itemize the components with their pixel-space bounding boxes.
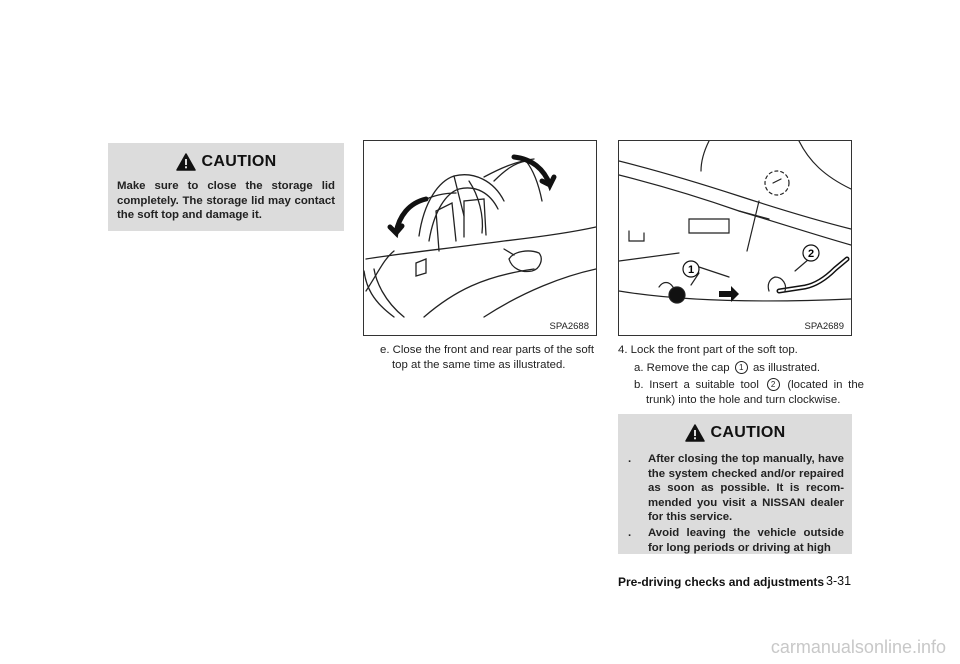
caution-item-text: Avoid leaving the vehicle outside for long periods or driving at high	[648, 526, 844, 554]
caution-heading	[618, 424, 852, 442]
callout-ref-2: 2	[767, 378, 780, 391]
figure-soft-top-closing	[363, 140, 597, 336]
watermark-logo: carmanualsonline.info	[770, 637, 946, 657]
caution-title: CAUTION	[201, 153, 277, 170]
caution-box-storage-lid	[108, 143, 344, 231]
callout-2	[803, 245, 819, 261]
callout-1-label: 1	[687, 264, 695, 276]
bullet-dot: .	[628, 453, 632, 465]
caution-list	[628, 452, 844, 555]
bullet-dot: .	[628, 526, 632, 539]
step-4a-after: as illustrated.	[752, 362, 821, 374]
callout-2-label: 2	[807, 248, 815, 260]
list-item	[628, 526, 844, 555]
figure-lock-tool	[618, 140, 852, 336]
warning-icon	[176, 153, 196, 171]
lock-tool-illustration	[619, 141, 851, 319]
soft-top-closing-illustration	[364, 141, 596, 319]
caution-text: Make sure to close the storage lid completely. The storage lid may contact the soft top and damage it.	[117, 180, 335, 222]
step-4b-before: b. Insert a suitable tool	[634, 379, 759, 391]
caution-box-manual-close	[618, 414, 852, 554]
section-title: Pre-driving checks and adjustments	[618, 575, 825, 589]
step-4a	[634, 361, 864, 376]
direction-arrow	[719, 286, 739, 302]
step-e-text: e. Close the front and rear parts of the soft top at the same time as illustrated.	[380, 344, 595, 371]
callout-ref-1: 1	[735, 361, 748, 374]
caution-title: CAUTION	[710, 424, 786, 441]
step-4b-after: (located in the trunk) into the hole and turn clockwise.	[646, 379, 865, 406]
warning-icon	[685, 424, 705, 442]
page-number: 3-31	[826, 574, 852, 588]
step-4b	[634, 378, 864, 408]
caution-heading	[108, 153, 344, 171]
figure-code: SPA2689	[804, 321, 844, 332]
step-4-main: 4. Lock the front part of the soft top.	[618, 344, 798, 356]
caution-item-text: After closing the top manually, have the system checked and/or repaired as soon as possible. It is recom- mended you visit a NISSAN dealer for this service.	[648, 453, 844, 524]
step-4a-before: a. Remove the cap	[634, 362, 730, 374]
list-item	[628, 452, 844, 525]
figure-code: SPA2688	[549, 321, 589, 332]
callout-1	[683, 261, 699, 277]
